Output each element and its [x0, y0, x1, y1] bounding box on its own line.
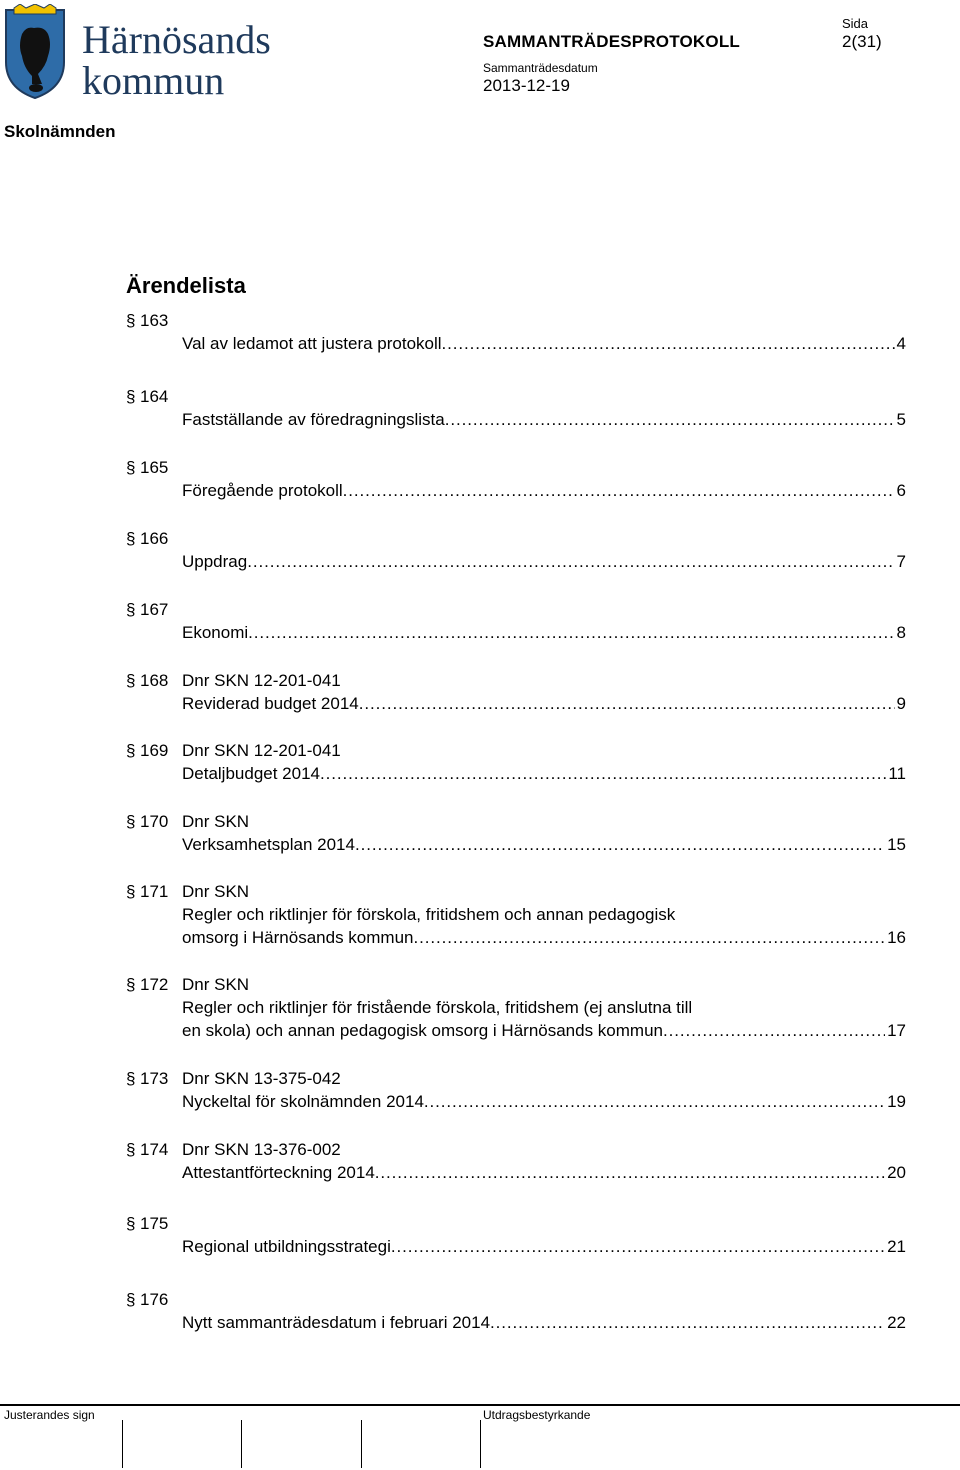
- paragraph-number: 166: [140, 529, 169, 548]
- section-sign: §: [126, 387, 136, 406]
- section-sign: §: [126, 1214, 136, 1233]
- section-sign: §: [126, 1290, 136, 1309]
- org-name-line2: kommun: [82, 58, 225, 103]
- title-line-with-page: [182, 833, 906, 856]
- paragraph-number: 165: [140, 458, 169, 477]
- title-line-with-page: [182, 1235, 906, 1258]
- title-line-with-page: [182, 1161, 906, 1184]
- paragraph-number: 172: [140, 975, 169, 994]
- case-number: Dnr SKN: [182, 882, 250, 901]
- agenda-entry: [126, 1288, 906, 1334]
- page-reference: 15: [887, 835, 906, 854]
- case-number: Dnr SKN: [182, 975, 250, 994]
- dot-leader: [442, 332, 895, 355]
- agenda-entry-header: [126, 1288, 906, 1311]
- section-sign: §: [126, 975, 136, 994]
- title-line-with-page: [182, 762, 906, 785]
- paragraph-number: 173: [140, 1069, 169, 1088]
- page-reference: 7: [896, 552, 906, 571]
- section-sign: §: [126, 1069, 136, 1088]
- title-line: Val av ledamot att justera protokoll: [182, 334, 442, 353]
- agenda-entry-title: [182, 479, 906, 502]
- dot-leader: [355, 833, 885, 856]
- agenda-entry-title: [182, 550, 906, 573]
- title-line-with-page: [182, 408, 906, 431]
- title-line-with-page: [182, 1311, 906, 1334]
- section-sign: §: [126, 1140, 136, 1159]
- title-line: omsorg i Härnösands kommun: [182, 928, 414, 947]
- agenda-entry: [126, 1067, 906, 1113]
- section-sign: §: [126, 671, 136, 690]
- section-sign: §: [126, 311, 136, 330]
- title-line: Verksamhetsplan 2014: [182, 835, 355, 854]
- document-title: SAMMANTRÄDESPROTOKOLL: [483, 32, 740, 51]
- agenda-entry-header: [126, 973, 906, 996]
- beaver-tail: [29, 84, 43, 92]
- page-reference: 5: [896, 410, 906, 429]
- committee-name: Skolnämnden: [4, 122, 116, 141]
- title-line: Reviderad budget 2014: [182, 694, 359, 713]
- agenda-title: Ärendelista: [126, 273, 246, 298]
- page-reference: 22: [887, 1313, 906, 1332]
- agenda-entry-title: [182, 1161, 906, 1184]
- agenda-entry-title: [182, 408, 906, 431]
- crown-shape: [14, 4, 56, 14]
- date-label: Sammanträdesdatum: [483, 61, 598, 75]
- case-number: Dnr SKN 13-376-002: [182, 1140, 341, 1159]
- agenda-entry-header: [126, 739, 906, 762]
- title-line-with-page: [182, 926, 906, 949]
- agenda-entry-header: [126, 456, 906, 479]
- agenda-entry-title: [182, 1311, 906, 1334]
- agenda-entry: [126, 973, 906, 1042]
- org-name-line1: Härnösands: [82, 17, 271, 62]
- page-reference: 6: [896, 481, 906, 500]
- dot-leader: [343, 479, 895, 502]
- agenda-entry-header: [126, 1138, 906, 1161]
- agenda-entry: [126, 527, 906, 573]
- signature-label: Justerandes sign: [4, 1408, 95, 1422]
- agenda-entry-title: [182, 621, 906, 644]
- section-sign: §: [126, 741, 136, 760]
- page-reference: 19: [887, 1092, 906, 1111]
- agenda-entry-header: [126, 1067, 906, 1090]
- title-line: Attestantförteckning 2014: [182, 1163, 375, 1182]
- title-line-with-page: [182, 692, 906, 715]
- organization-name: [82, 17, 271, 103]
- agenda-entry-header: [126, 810, 906, 833]
- agenda-entry-title: [182, 996, 906, 1042]
- section-sign: §: [126, 812, 136, 831]
- agenda-entry: [126, 669, 906, 715]
- paragraph-number: 170: [140, 812, 169, 831]
- page-reference: 20: [887, 1163, 906, 1182]
- agenda-entry-title: [182, 1090, 906, 1113]
- meeting-date: 2013-12-19: [483, 76, 570, 95]
- agenda-entry-header: [126, 385, 906, 408]
- page-reference: 8: [896, 623, 906, 642]
- dot-leader: [445, 408, 895, 431]
- case-number: Dnr SKN 12-201-041: [182, 671, 341, 690]
- paragraph-number: 174: [140, 1140, 169, 1159]
- logo-icon: [4, 4, 66, 100]
- dot-leader: [320, 762, 886, 785]
- section-sign: §: [126, 529, 136, 548]
- title-line: Ekonomi: [182, 623, 249, 642]
- page-reference: 9: [896, 694, 906, 713]
- agenda-entry-title: [182, 903, 906, 949]
- paragraph-number: 175: [140, 1214, 169, 1233]
- section-sign: §: [126, 882, 136, 901]
- footer-divider: [0, 1404, 960, 1406]
- page-reference: 11: [888, 764, 906, 783]
- agenda-entry: [126, 739, 906, 785]
- agenda-entry-title: [182, 833, 906, 856]
- agenda-entry: [126, 309, 906, 355]
- page-label: Sida: [842, 16, 869, 31]
- dot-leader: [663, 1019, 885, 1042]
- agenda-entry: [126, 880, 906, 949]
- title-line: Regler och riktlinjer för förskola, fritidshem och annan pedagogisk: [182, 905, 676, 924]
- title-line: Nytt sammanträdesdatum i februari 2014: [182, 1313, 491, 1332]
- dot-leader: [413, 926, 885, 949]
- agenda-entry: [126, 385, 906, 431]
- agenda-entry: [126, 1138, 906, 1184]
- signature-box-divider: [480, 1420, 481, 1468]
- dot-leader: [248, 621, 894, 644]
- page-reference: 21: [887, 1237, 906, 1256]
- case-number: Dnr SKN 12-201-041: [182, 741, 341, 760]
- agenda-entry-title: [182, 762, 906, 785]
- title-line: Regional utbildningsstrategi: [182, 1237, 391, 1256]
- page-reference: 4: [896, 334, 906, 353]
- title-line: Regler och riktlinjer för fristående förskola, fritidshem (ej anslutna till: [182, 998, 693, 1017]
- case-number: Dnr SKN 13-375-042: [182, 1069, 341, 1088]
- certification-label: Utdragsbestyrkande: [483, 1408, 591, 1422]
- page-reference: 16: [887, 928, 906, 947]
- agenda-entry-title: [182, 1235, 906, 1258]
- title-line-with-page: [182, 332, 906, 355]
- title-line-with-page: [182, 1090, 906, 1113]
- dot-leader: [391, 1235, 885, 1258]
- title-line: Nyckeltal för skolnämnden 2014: [182, 1092, 424, 1111]
- paragraph-number: 164: [140, 387, 169, 406]
- agenda-entry-title: [182, 692, 906, 715]
- page-number: 2(31): [842, 32, 882, 51]
- paragraph-number: 171: [140, 882, 169, 901]
- signature-box-divider: [361, 1420, 362, 1468]
- case-number: Dnr SKN: [182, 812, 250, 831]
- title-line-with-page: [182, 621, 906, 644]
- paragraph-number: 176: [140, 1290, 169, 1309]
- title-line-with-page: [182, 550, 906, 573]
- section-sign: §: [126, 458, 136, 477]
- agenda-entry: [126, 1212, 906, 1258]
- paragraph-number: 169: [140, 741, 169, 760]
- agenda-entry-header: [126, 669, 906, 692]
- agenda-entry: [126, 810, 906, 856]
- paragraph-number: 167: [140, 600, 169, 619]
- page-reference: 17: [887, 1021, 906, 1040]
- agenda-entry-header: [126, 880, 906, 903]
- agenda-entry-header: [126, 527, 906, 550]
- title-line-with-page: [182, 1019, 906, 1042]
- title-line: Detaljbudget 2014: [182, 764, 321, 783]
- title-line: Föregående protokoll: [182, 481, 343, 500]
- paragraph-number: 163: [140, 311, 169, 330]
- signature-box-divider: [122, 1420, 123, 1468]
- dot-leader: [359, 692, 895, 715]
- title-line: Uppdrag: [182, 552, 248, 571]
- title-line: en skola) och annan pedagogisk omsorg i Härnösands kommun: [182, 1021, 663, 1040]
- section-sign: §: [126, 600, 136, 619]
- agenda-entry-header: [126, 309, 906, 332]
- agenda-entry-title: [182, 332, 906, 355]
- title-line-with-page: [182, 479, 906, 502]
- dot-leader: [247, 550, 894, 573]
- signature-box-divider: [241, 1420, 242, 1468]
- agenda-entry-header: [126, 598, 906, 621]
- dot-leader: [490, 1311, 885, 1334]
- paragraph-number: 168: [140, 671, 169, 690]
- agenda-entry: [126, 456, 906, 502]
- dot-leader: [424, 1090, 885, 1113]
- agenda-entry: [126, 598, 906, 644]
- dot-leader: [375, 1161, 885, 1184]
- title-line: Fastställande av föredragningslista: [182, 410, 445, 429]
- agenda-entry-header: [126, 1212, 906, 1235]
